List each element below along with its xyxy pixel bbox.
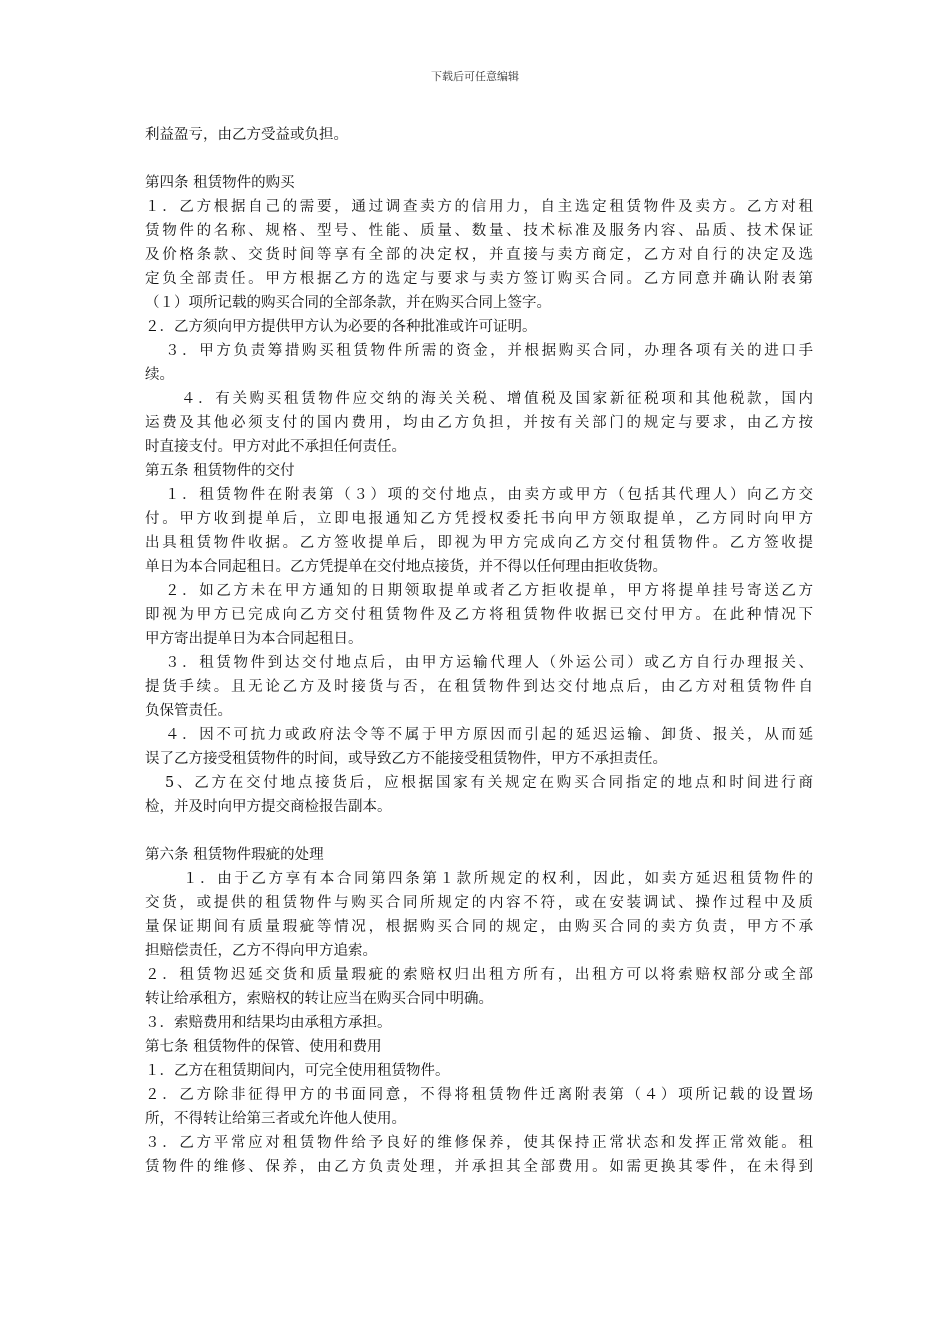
text-line: 运费及其他必须支付的国内费用，均由乙方负担，并按有关部门的规定与要求，由乙方按 [145, 415, 813, 431]
text-line: 单日为本合同起租日。乙方凭提单在交付地点接货，并不得以任何理由拒收货物。 [145, 559, 667, 575]
text-line: 检，并及时向甲方提交商检报告副本。 [145, 799, 392, 815]
text-line: ２．乙方须向甲方提供甲方认为必要的各种批准或许可证明。 [145, 319, 537, 335]
text-line: 5、乙方在交付地点接货后，应根据国家有关规定在购买合同指定的地点和时间进行商 [165, 775, 813, 791]
text-line: ３．租赁物件到达交付地点后，由甲方运输代理人（外运公司）或乙方自行办理报关、 [165, 655, 813, 671]
text-line: 甲方寄出提单日为本合同起租日。 [145, 631, 363, 647]
text-line: ２．租赁物迟延交货和质量瑕疵的索赔权归出租方所有，出租方可以将索赔权部分或全部 [145, 967, 813, 983]
text-line: 赁物件的维修、保养，由乙方负责处理，并承担其全部费用。如需更换其零件，在未得到 [145, 1159, 813, 1175]
text-line: ３．甲方负责筹措购买租赁物件所需的资金，并根据购买合同，办理各项有关的进口手 [165, 343, 813, 359]
text-line: 付。甲方收到提单后，立即电报通知乙方凭授权委托书向甲方领取提单，乙方同时向甲方 [145, 511, 813, 527]
text-line: （１）项所记载的购买合同的全部条款，并在购买合同上签字。 [145, 295, 551, 311]
text-line: 量保证期间有质量瑕疵等情况，根据购买合同的规定，由购买合同的卖方负责，甲方不承 [145, 919, 813, 935]
page-header: 下载后可任意编辑 [431, 70, 519, 83]
text-line: 所，不得转让给第三者或允许他人使用。 [145, 1111, 406, 1127]
text-line: 赁物件的名称、规格、型号、性能、质量、数量、技术标准及服务内容、品质、技术保证 [145, 223, 813, 239]
text-line: 续。 [145, 367, 174, 383]
text-line: 误了乙方接受租赁物件的时间，或导致乙方不能接受租赁物件，甲方不承担责任。 [145, 751, 667, 767]
text-line: 担赔偿责任，乙方不得向甲方追索。 [145, 943, 377, 959]
text-line: １．租赁物件在附表第（３）项的交付地点，由卖方或甲方（包括其代理人）向乙方交 [165, 487, 813, 503]
text-line: １．乙方根据自己的需要，通过调查卖方的信用力，自主选定租赁物件及卖方。乙方对租 [145, 199, 813, 215]
text-line: 即视为甲方已完成向乙方交付租赁物件及乙方将租赁物件收据已交付甲方。在此种情况下 [145, 607, 813, 623]
text-line: 出具租赁物件收据。乙方签收提单后，即视为甲方完成向乙方交付租赁物件。乙方签收提 [145, 535, 813, 551]
text-line: 提货手续。且无论乙方及时接货与否，在租赁物件到达交付地点后，由乙方对租赁物件自 [145, 679, 813, 695]
blank-line [145, 147, 813, 171]
section-heading-article-5: 第五条 租赁物件的交付 [145, 463, 295, 479]
text-line: ４．因不可抗力或政府法令等不属于甲方原因而引起的延迟运输、卸货、报关，从而延 [165, 727, 813, 743]
text-line: 定负全部责任。甲方根据乙方的选定与要求与卖方签订购买合同。乙方同意并确认附表第 [145, 271, 813, 287]
text-line: ４．有关购买租赁物件应交纳的海关关税、增值税及国家新征税项和其他税款，国内 [181, 391, 813, 407]
section-heading-article-6: 第六条 租赁物件瑕疵的处理 [145, 847, 324, 863]
text-line: 时直接支付。甲方对此不承担任何责任。 [145, 439, 406, 455]
text-line: 交货，或提供的租赁物件与购买合同所规定的内容不符，或在安装调试、操作过程中及质 [145, 895, 813, 911]
text-line: ２．如乙方未在甲方通知的日期领取提单或者乙方拒收提单，甲方将提单挂号寄送乙方 [165, 583, 813, 599]
text-line: １．由于乙方享有本合同第四条第１款所规定的权利，因此，如卖方延迟租赁物件的 [183, 871, 813, 887]
text-line: 转让给承租方，索赔权的转让应当在购买合同中明确。 [145, 991, 493, 1007]
text-line: ３．索赔费用和结果均由承租方承担。 [145, 1015, 392, 1031]
text-line: １．乙方在租赁期间内，可完全使用租赁物件。 [145, 1063, 450, 1079]
text-line: ３．乙方平常应对租赁物件给予良好的维修保养，使其保持正常状态和发挥正常效能。租 [145, 1135, 813, 1151]
document-body [145, 123, 813, 1179]
blank-line [145, 819, 813, 843]
section-heading-article-7: 第七条 租赁物件的保管、使用和费用 [145, 1039, 382, 1055]
text-line: 利益盈亏，由乙方受益或负担。 [145, 127, 348, 143]
text-line: 及价格条款、交货时间等享有全部的决定权，并直接与卖方商定，乙方对自行的决定及选 [145, 247, 813, 263]
section-heading-article-4: 第四条 租赁物件的购买 [145, 175, 295, 191]
text-line: ２．乙方除非征得甲方的书面同意，不得将租赁物件迁离附表第（４）项所记载的设置场 [145, 1087, 813, 1103]
text-line: 负保管责任。 [145, 703, 232, 719]
